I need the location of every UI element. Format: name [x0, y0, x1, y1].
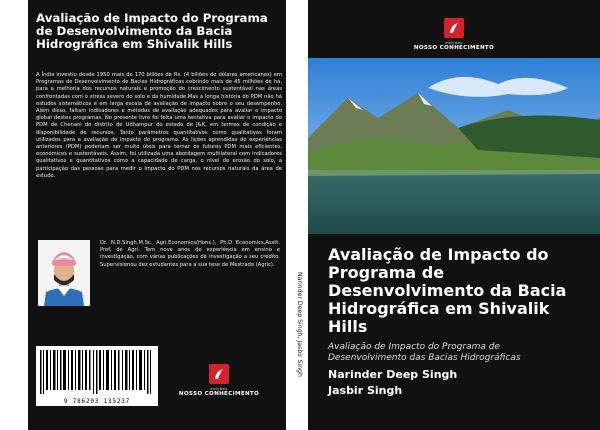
front-cover: [308, 0, 600, 430]
spine-authors: Narinder Deep Singh, Jasbir Singh: [296, 272, 303, 377]
back-description: A Índia investiu desde 1950 mais de 170 biliões de Rs. (4 biliões de dólares americanos) em Programas de Desenvolvimento de Bacias Hidrográficas cobrindo mais de 45 milhões de ha, para a melhoria dos recursos naturais e promoção do crescimento sustentável nas áreas confrontadas com o stress severo do solo e da humidade.Mas a longa história do PDM não há estudos sistemáticos e em larga escala de avaliação de impacto sobre o seu desempenho. Além disso, faltam indicadores e métodos de avaliação adequados para avaliar o impacto global destes programas. No presente livro foi feita uma tentativa para avaliar o impacto do PDM de Chenani do distrito de Udhampur do estado de J&K, em termos de condição e disponibilidade de recursos. Tanto parâmetros quantitativos como qualitativos foram utilizados para a avaliação do impacto do programa. As lições aprendidas de experiências anteriores (PDM) poderiam ser muito úteis para tornar os futuros PDM mais eficientes, económicos e sustentáveis. Assim, foi utilizada uma abordagem multilateral com indicadores qualitativos e quantitativos como a capacidade de carga, o nível de erosão do solo, a participação das pessoas para medir o impacto do PDM nos recursos naturais da área de estudo.: [36, 72, 282, 179]
front-publisher-logo: [404, 18, 504, 51]
isbn-number: 9 786203 135237: [63, 398, 131, 405]
back-cover: [28, 0, 286, 430]
back-publisher-logo: [174, 364, 264, 397]
front-title: Avaliação de Impacto do Programa de Desenvolvimento da Bacia Hidrográfica em Shivalik Hills: [328, 245, 567, 336]
spine: [286, 0, 308, 430]
front-subtitle: Avaliação de Impacto do Programa de Desenvolvimento das Bacias Hidrográficas: [328, 342, 521, 363]
publisher-mark-icon: [209, 364, 229, 384]
publisher-small-label: edições: [210, 386, 228, 391]
cover-landscape-image: [308, 58, 600, 234]
barcode-bars-icon: [40, 350, 154, 394]
author-photo: [38, 240, 90, 306]
author-name-1: Narinder Deep Singh: [328, 368, 458, 381]
publisher-mark-icon: [444, 18, 464, 38]
publisher-brand: NOSSO CONHECIMENTO: [178, 391, 260, 397]
back-title: Avaliação de Impacto do Programa de Desenvolvimento da Bacia Hidrográfica em Shivalik Hills: [36, 11, 268, 51]
spine-authors-wrap: [289, 272, 305, 382]
author-name-2: Jasbir Singh: [328, 384, 403, 397]
publisher-small-label: edições: [445, 40, 463, 45]
author-bio: Dr. N.D.Singh,M.Sc. Agri.Economics(Hons.), Ph.D Economics,Asstt. Prof. de Agri. Tem nove anos de experiência em ensino e investigação, com várias publicações de investigação a seu crédito. Supervisionou dez estudantes para a sua tese de Mestrado (Agric).: [100, 240, 280, 268]
barcode: [36, 346, 158, 406]
publisher-brand: NOSSO CONHECIMENTO: [413, 45, 495, 51]
